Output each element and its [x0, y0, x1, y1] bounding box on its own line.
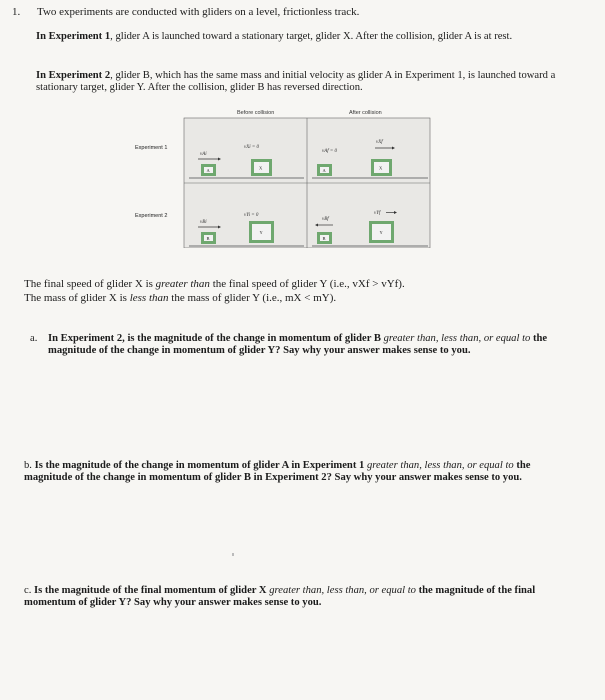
- question-part-b: b. Is the magnitude of the change in momentum of glider A in Experiment 1 greater than, less than, or equal to the magnitude of the change in momentum of glider B in Experiment 2? Say why your answer makes sense to you.: [24, 460, 531, 483]
- glider-y-after-label: Y: [379, 230, 383, 235]
- after-collision-label: After collision: [349, 110, 382, 116]
- question-part-a: a. In Experiment 2, is the magnitude of the change in momentum of glider B greater than, less than, or equal to the magnitude of the change in momentum of glider Y? Say why your answer makes sense to you.: [30, 333, 548, 356]
- experiment-2-text: , glider B, which has the same mass and initial velocity as glider A in Experiment 1, is launched toward a stationary target, glider Y. After the collision, glider B has reversed direction.: [36, 70, 556, 93]
- velocity-x-initial-label: vXi = 0: [244, 145, 260, 150]
- glider-b-label: B: [206, 236, 210, 241]
- experiment-1-description: [36, 31, 541, 43]
- experiment-2-description: [36, 70, 576, 94]
- velocity-a-initial-label: vAi: [200, 152, 207, 157]
- glider-b-after-label: B: [322, 236, 326, 241]
- velocity-y-final-label: vYf: [374, 211, 381, 216]
- experiment-2-row-label: Experiment 2: [135, 213, 168, 219]
- glider-x-after-label: X: [379, 165, 383, 171]
- glider-a-label: A: [206, 168, 210, 173]
- glider-a-after-label: A: [322, 168, 326, 173]
- part-a-letter: a.: [30, 333, 38, 344]
- experiment-1-row-label: Experiment 1: [135, 145, 168, 151]
- experiment-1-text: , glider A is launched toward a stationary target, glider X. After the collision, glider A is at rest.: [110, 31, 513, 42]
- stray-mark: [232, 553, 234, 556]
- condition-mass: The mass of glider X is less than the mass of glider Y (i.e., mX < mY).: [24, 292, 337, 304]
- glider-y-label: Y: [259, 230, 263, 235]
- velocity-b-initial-label: vBi: [200, 220, 207, 225]
- question-intro: Two experiments are conducted with gliders on a level, frictionless track.: [37, 6, 360, 18]
- condition-speed: The final speed of glider X is greater than the final speed of glider Y (i.e., vXf > vYf).: [24, 278, 405, 290]
- part-c-letter: c.: [24, 585, 32, 596]
- question-number: 1.: [12, 6, 21, 18]
- velocity-y-initial-label: vYi = 0: [244, 213, 259, 218]
- velocity-b-final-label: vBf: [322, 217, 329, 222]
- question-part-c: c. Is the magnitude of the final momentum of glider X greater than, less than, or equal to the magnitude of the final momentum of glider Y? Say why your answer makes sense to you.: [24, 585, 536, 608]
- glider-x-label: X: [259, 165, 263, 171]
- before-collision-label: Before collision: [237, 110, 275, 116]
- velocity-a-final-label: vAf = 0: [322, 149, 338, 154]
- experiment-2-heading: In Experiment 2: [36, 70, 111, 81]
- experiment-diagram: [134, 108, 434, 248]
- part-b-letter: b.: [24, 460, 32, 471]
- experiment-1-heading: In Experiment 1: [36, 31, 111, 42]
- velocity-x-final-label: vXf: [376, 140, 383, 145]
